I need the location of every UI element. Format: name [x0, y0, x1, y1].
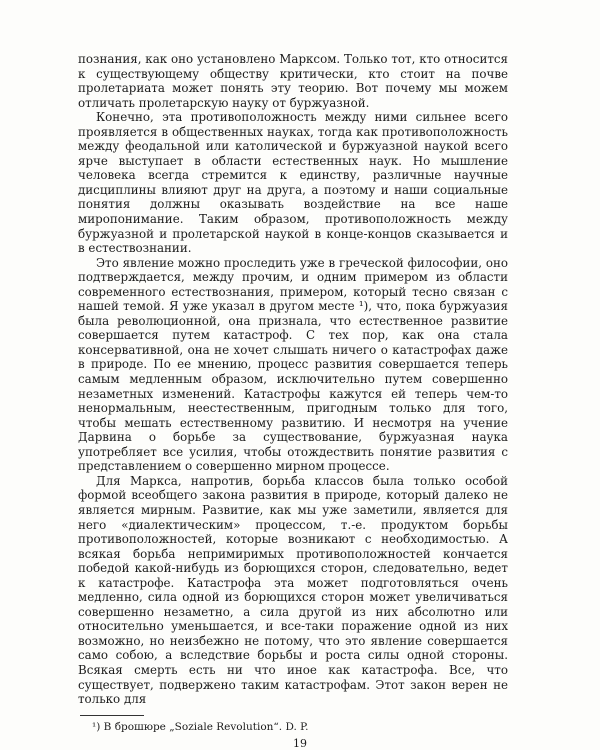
footnote-divider [80, 715, 144, 716]
paragraph-1: познания, как оно установлено Марксом. Только тот, кто относится к существующему обществу критически, кто стоит на почве пролетариата может понять эту теорию. Вот почему мы можем отличать пролетарскую науку от буржуазной. [78, 52, 508, 110]
paragraph-3: Это явление можно проследить уже в греческой философии, оно подтверждается, между прочим, и одним примером из области современного естествознания, примером, который тесно связан с нашей темой. Я уже указал в другом месте ¹), что, пока буржуазия была революционной, она признала, что естественное развитие совершается путем катастроф. С тех пор, как она стала консервативной, она не хочет слышать ничего о катастрофах даже в природе. По ее мнению, процесс развития совершается теперь самым медленным образом, исключительно путем совершенно незаметных изменений. Катастрофы кажутся ей теперь чем-то ненормальным, неестественным, пригодным только для того, чтобы мешать естественному развитию. И несмотря на учение Дарвина о борьбе за существование, буржуазная наука употребляет все усилия, чтобы отождествить понятие развития с представлением о совершенно мирном процессе. [78, 255, 508, 474]
footnote: ¹) В брошюре „Soziale Revolution“. D. P. [92, 721, 309, 733]
body-text [78, 52, 508, 707]
paragraph-2: Конечно, эта противоположность между ними сильнее всего проявляется в общественных науках, тогда как противоположность между феодальной или католической и буржуазной наукой всего ярче выступает в области естественных наук. Но мышление человека всегда стремится к единству, различные научные дисциплины влияют друг на друга, а поэтому и наши социальные понятия должны оказывать воздействие на все наше миропонимание. Таким образом, противоположность между буржуазной и пролетарской наукой в конце-концов сказывается и в естествознании. [78, 110, 508, 256]
page-number: 19 [293, 737, 307, 750]
paragraph-4: Для Маркса, напротив, борьба классов была только особой формой всеобщего закона развития в природе, который далеко не является мирным. Развитие, как мы уже заметили, является для него «диалектическим» процессом, т.-е. продуктом борьбы противоположностей, которые возникают с необходимостью. А всякая борьба непримиримых противоположностей кончается победой какой-нибудь из борющихся сторон, следовательно, ведет к катастрофе. Катастрофа эта может подготовляться очень медленно, сила одной из борющихся сторон может увеличиваться совершенно незаметно, а сила другой из них абсолютно или относительно уменьшается, и все-таки поражение одной из них возможно, но неизбежно не потому, что это явление совершается само собою, а вследствие борьбы и роста силы одной стороны. Всякая смерть есть ни что иное как катастрофа. Все, что существует, подвержено таким катастрофам. Этот закон верен не только для [78, 473, 508, 707]
